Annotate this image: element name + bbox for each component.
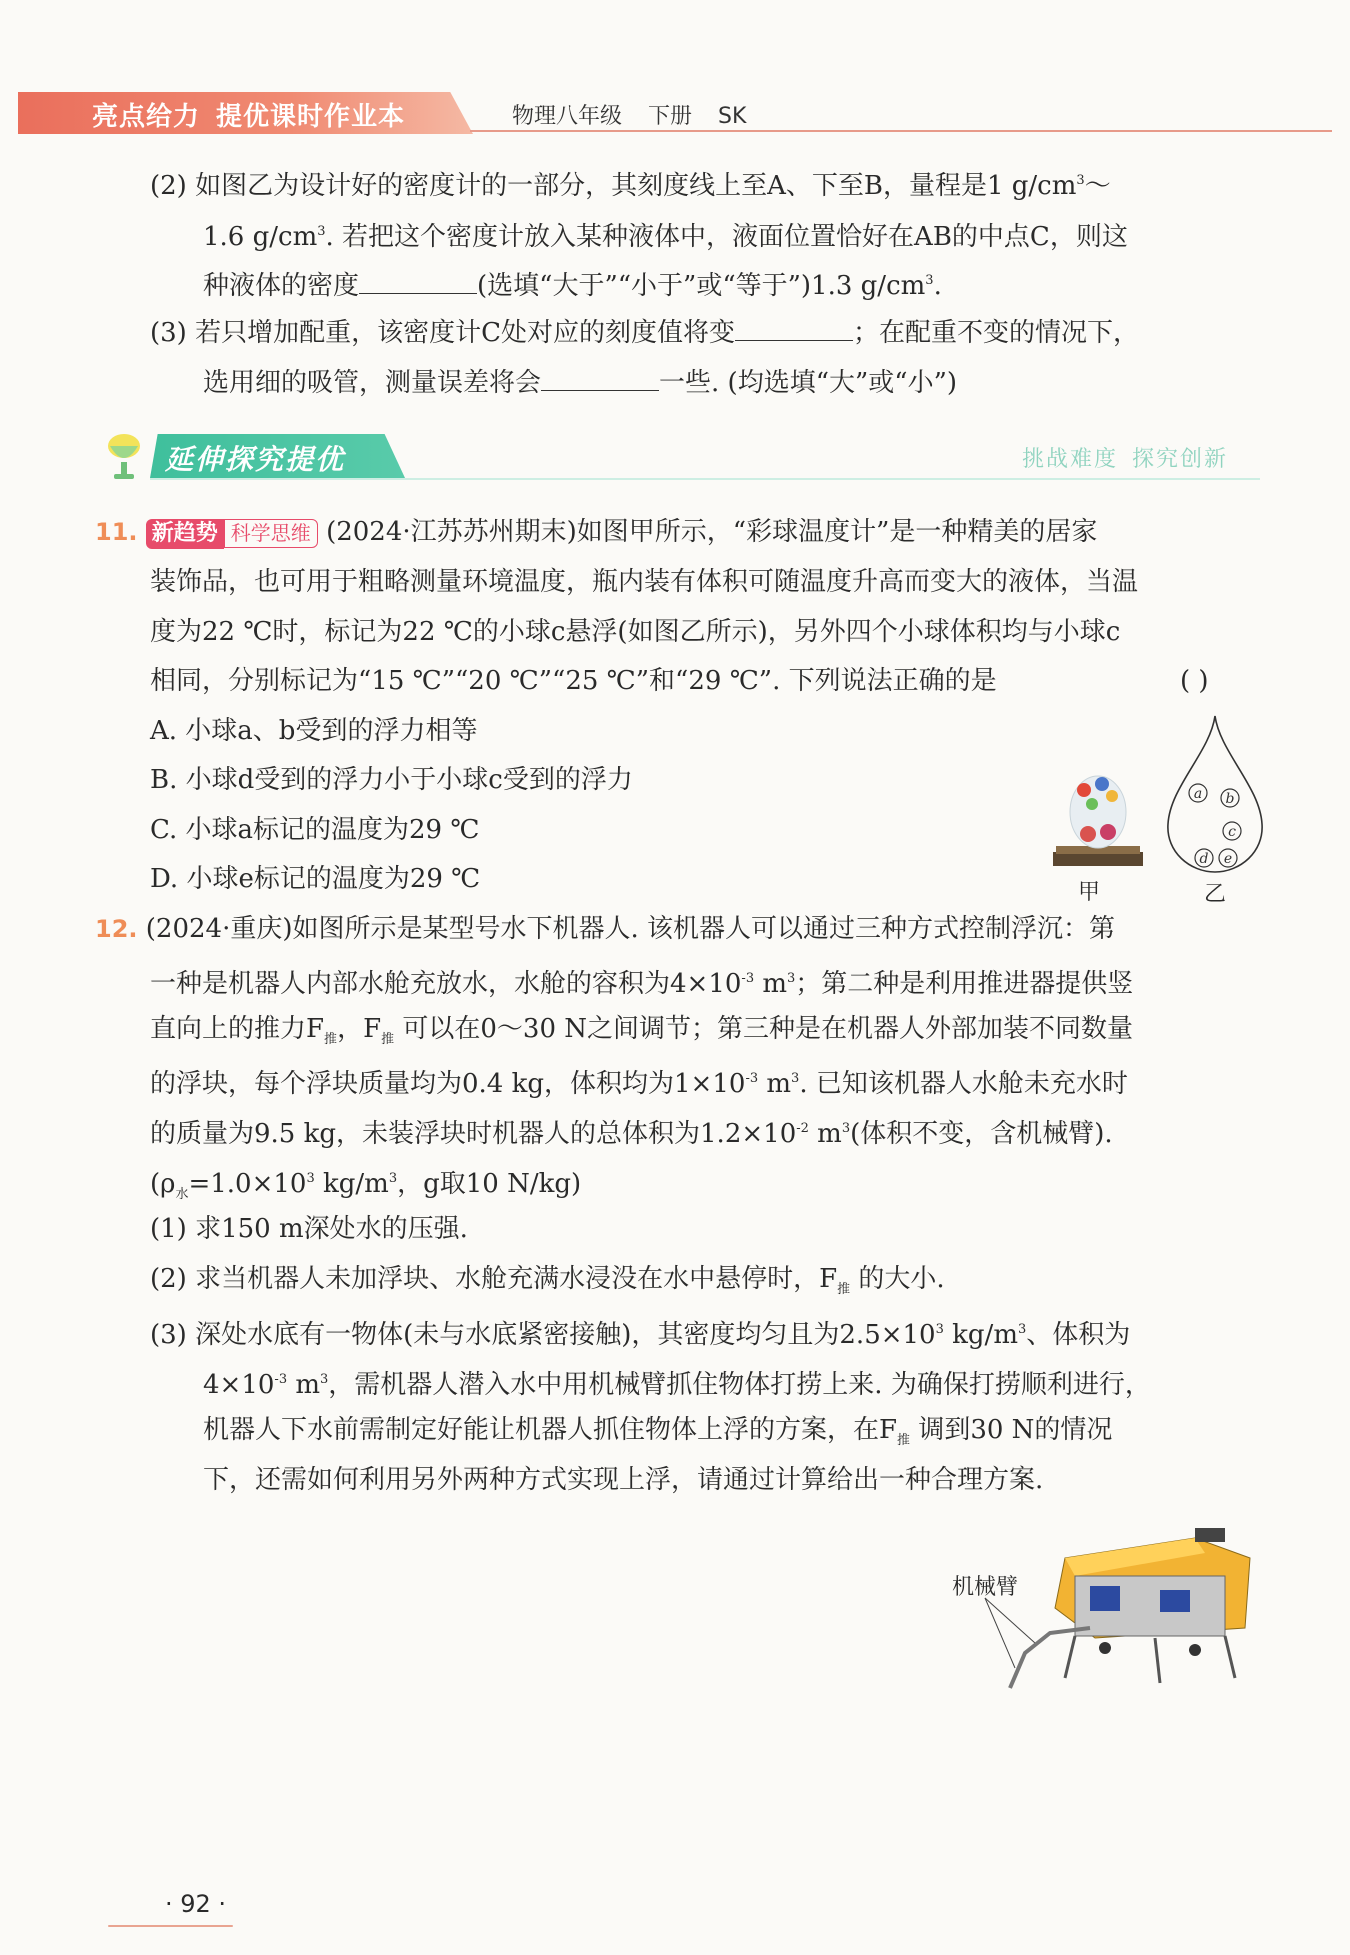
edition-label: SK: [718, 104, 747, 129]
text-span: ，g取10 N/kg): [397, 1169, 582, 1199]
q11-line4: 相同，分别标记为“15 ℃”“20 ℃”“25 ℃”和“29 ℃”. 下列说法正确的是: [150, 666, 997, 696]
q10-part2-line1: [150, 164, 1111, 203]
text-span: 的浮块，每个浮块质量均为0.4 kg，体积均为1×10: [150, 1069, 746, 1099]
text-span: (3) 深处水底有一物体(未与水底紧密接触)，其密度均匀且为2.5×10: [150, 1320, 936, 1350]
text-span: 可以在0～30 N之间调节；第三种是在机器人外部加装不同数量: [394, 1014, 1134, 1044]
text-span: 机器人下水前需制定好能让机器人抓住物体上浮的方案，在F: [203, 1415, 898, 1445]
superscript: 3: [1017, 1322, 1027, 1337]
section-title: 延伸探究提优: [165, 443, 346, 476]
volume-label: 下册: [648, 104, 693, 129]
q12-part3-line2: [203, 1363, 1151, 1402]
answer-bracket[interactable]: ( ): [1180, 666, 1209, 696]
q12-part3-line1: [150, 1313, 1130, 1352]
text-span: ～: [1084, 171, 1111, 201]
text-span: (3) 若只增加配重，该密度计C处对应的刻度值将变: [150, 318, 735, 348]
superscript: 3: [1076, 173, 1085, 188]
superscript: 3: [935, 1322, 944, 1337]
brand-part-2: 提优课时作业本: [216, 102, 406, 132]
superscript: -2: [796, 1121, 809, 1136]
option-d[interactable]: D. 小球e标记的温度为29 ℃: [150, 864, 481, 894]
text-span: . 若把这个密度计放入某种液体中，液面位置恰好在AB的中点C，则这: [325, 222, 1128, 252]
q10-part3-line1: [150, 314, 1139, 350]
superscript: 3: [841, 1121, 851, 1136]
text-span: m: [817, 1119, 842, 1149]
q10-part3-line2: [203, 364, 957, 400]
tagline-part-1: 挑战难度: [1022, 447, 1119, 472]
text-span: 直向上的推力F: [150, 1014, 325, 1044]
ball-e-label: e: [1223, 851, 1233, 867]
text-span: (2) 求当机器人未加浮块、水舱充满水浸没在水中悬停时，F: [150, 1264, 838, 1294]
subscript: 水: [175, 1187, 189, 1203]
ball-a-label: a: [1193, 786, 1203, 802]
q12-part1: (1) 求150 m深处水的压强.: [150, 1214, 468, 1244]
q10-part2-line3: [203, 264, 942, 303]
text-span: 选用细的吸管，测量误差将会: [203, 368, 542, 398]
superscript: 3: [791, 1071, 800, 1086]
header-brand: [92, 96, 421, 133]
superscript: -3: [274, 1372, 288, 1387]
q12-line6: [150, 1162, 581, 1212]
text-span: 的质量为9.5 kg，未装浮块时机器人的总体积为1.2×10: [150, 1119, 797, 1149]
header-subject: [512, 99, 772, 130]
text-span: 的大小.: [850, 1264, 945, 1294]
text-span: . 已知该机器人水舱未充水时: [799, 1069, 1128, 1099]
trend-tag: 新趋势: [146, 519, 224, 549]
text-span: 1.6 g/cm: [203, 222, 318, 252]
subscript: 推: [837, 1282, 851, 1298]
q11-line3: 度为22 ℃时，标记为22 ℃的小球c悬浮(如图乙所示)，另外四个小球体积均与小球c: [150, 617, 1121, 647]
text-span: ；在配重不变的情况下，: [853, 318, 1140, 348]
q12-part3-line4: 下，还需如何利用另外两种方式实现上浮，请通过计算给出一种合理方案.: [203, 1465, 1044, 1495]
superscript: 3: [320, 1372, 329, 1387]
superscript: 3: [787, 971, 796, 986]
text-span: m: [287, 1370, 321, 1400]
question-number: 12.: [95, 915, 138, 943]
superscript: -3: [741, 971, 755, 986]
text-span: ；第二种是利用推进器提供竖: [795, 969, 1134, 999]
text-span: =1.0×10: [188, 1169, 307, 1199]
q12-line3: [150, 1012, 1133, 1057]
q12-line2: [150, 962, 1133, 1001]
text-span: (2024·江苏苏州期末)如图甲所示，“彩球温度计”是一种精美的居家: [326, 517, 1098, 547]
footer-rule: [108, 1925, 233, 1927]
ball-c-label: c: [1228, 824, 1236, 840]
thermometer-photo: [1048, 762, 1148, 872]
subscript: 推: [324, 1032, 338, 1048]
answer-blank[interactable]: [541, 364, 659, 391]
page-number: · 92 ·: [165, 1890, 227, 1918]
superscript: -3: [745, 1071, 759, 1086]
text-span: kg/m: [314, 1169, 389, 1199]
option-c[interactable]: C. 小球a标记的温度为29 ℃: [150, 815, 480, 845]
text-span: (2024·重庆)如图所示是某型号水下机器人. 该机器人可以通过三种方式控制浮沉：第: [145, 914, 1116, 944]
ball-b-label: b: [1225, 791, 1235, 807]
subscript: 推: [381, 1032, 395, 1048]
text-span: m: [766, 1069, 792, 1099]
q12-line5: [150, 1112, 1113, 1151]
text-span: .: [933, 271, 942, 301]
text-span: (体积不变，含机械臂).: [850, 1119, 1113, 1149]
arm-label: 机械臂: [952, 1575, 1019, 1600]
text-span: m: [754, 969, 788, 999]
q12-part3-line3: [203, 1413, 1112, 1458]
option-a[interactable]: A. 小球a、b受到的浮力相等: [150, 716, 478, 746]
q11-line1: [95, 515, 1097, 549]
text-span: 调到30 N的情况: [910, 1415, 1113, 1445]
text-span: (2) 如图乙为设计好的密度计的一部分，其刻度线上至A、下至B，量程是1 g/cm: [150, 171, 1077, 201]
superscript: 3: [925, 273, 934, 288]
q12-part2: [150, 1262, 945, 1307]
text-span: 一些. (均选填“大”或“小”): [659, 368, 958, 398]
answer-blank[interactable]: [359, 267, 477, 294]
text-span: kg/m: [943, 1320, 1018, 1350]
brand-part-1: 亮点给力: [92, 102, 201, 132]
subject-label: 物理八年级: [512, 104, 623, 129]
text-span: (ρ: [150, 1169, 176, 1199]
text-span: ，F: [337, 1014, 382, 1044]
ball-d-label: d: [1199, 851, 1209, 867]
option-b[interactable]: B. 小球d受到的浮力小于小球c受到的浮力: [150, 765, 633, 795]
question-number: 11.: [95, 518, 138, 546]
header-rule: [470, 130, 1332, 132]
text-span: 、体积为: [1026, 1320, 1131, 1350]
text-span: 种液体的密度: [203, 271, 360, 301]
figure-label-a: 甲: [1078, 880, 1101, 905]
superscript: 3: [317, 224, 326, 239]
text-span: 一种是机器人内部水舱充放水，水舱的容积为4×10: [150, 969, 742, 999]
section-rule: [150, 478, 1260, 480]
q12-line4: [150, 1062, 1128, 1101]
figure-label-b: 乙: [1204, 882, 1227, 907]
superscript: 3: [306, 1171, 315, 1186]
superscript: 3: [388, 1171, 398, 1186]
q12-line1: [95, 912, 1115, 946]
section-tagline: [1022, 442, 1242, 473]
text-span: ，需机器人潜入水中用机械臂抓住物体打捞上来. 为确保打捞顺利进行，: [328, 1370, 1151, 1400]
q10-part2-line2: [203, 215, 1128, 254]
text-span: 4×10: [203, 1370, 275, 1400]
flask-diagram: [1160, 712, 1270, 877]
tagline-part-2: 探究创新: [1132, 447, 1229, 472]
trophy-icon: [102, 432, 146, 484]
subscript: 推: [897, 1433, 911, 1449]
underwater-robot-image: [955, 1518, 1255, 1708]
thinking-tag: 科学思维: [224, 519, 318, 548]
answer-blank[interactable]: [735, 314, 853, 341]
q11-line2: 装饰品，也可用于粗略测量环境温度，瓶内装有体积可随温度升高而变大的液体，当温: [150, 567, 1139, 597]
text-span: (选填“大于”“小于”或“等于”)1.3 g/cm: [477, 271, 926, 301]
